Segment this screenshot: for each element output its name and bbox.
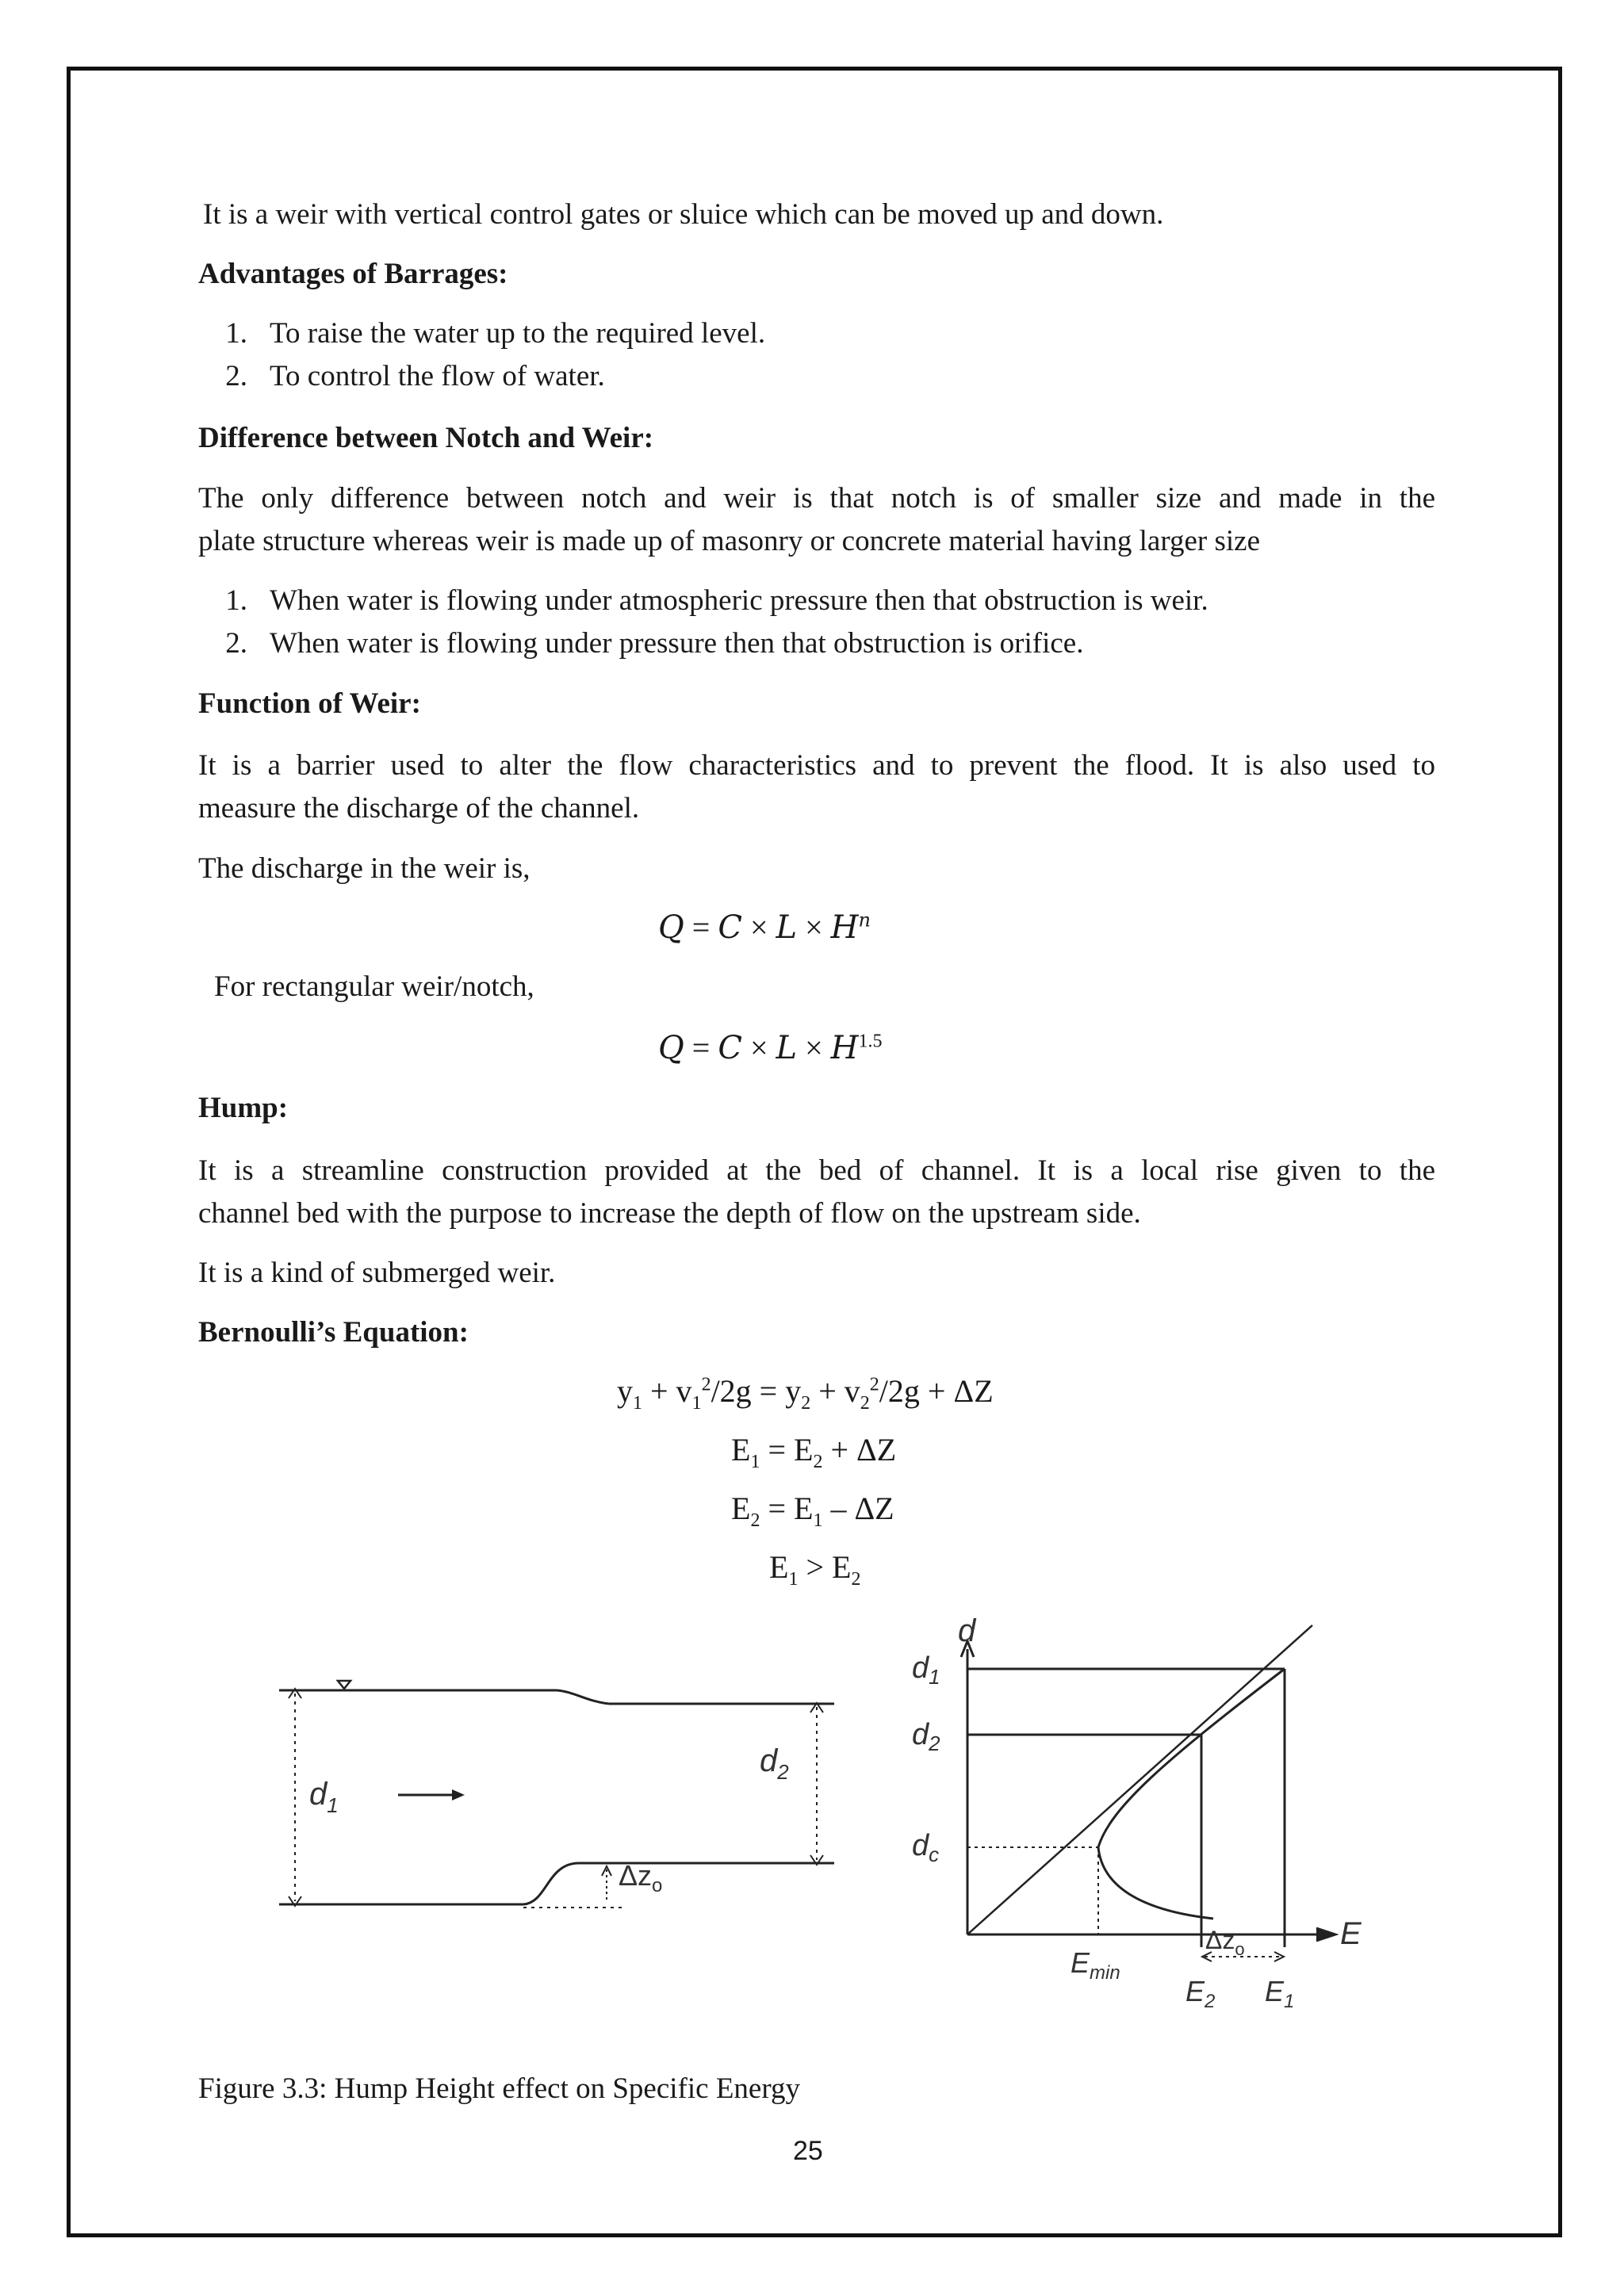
- discharge-intro: The discharge in the weir is,: [198, 852, 530, 885]
- bernoulli-equation-2: $E_1 = E_2 + \Delta Z$: [731, 1432, 897, 1472]
- hump-heading: Hump:: [198, 1092, 289, 1124]
- dc-label: $d_c$: [912, 1829, 940, 1866]
- emin-label: $E_{min}$: [1071, 1946, 1120, 1984]
- list-item: [198, 583, 1208, 619]
- bernoulli-equation-1: $y_1 + v_1^2/2g = y_2 + v_2^2/2g + \Delta Z$: [617, 1373, 994, 1414]
- paragraph-line: The only difference between notch and weir is that notch is of smaller size and made in the: [198, 482, 1435, 515]
- list-item: [198, 316, 765, 352]
- axis-e-label: E: [1340, 1916, 1362, 1951]
- bernoulli-equation-3: $E_2 = E_1 - \Delta Z$: [731, 1490, 894, 1531]
- function-paragraph: [198, 744, 1435, 830]
- x-axis-arrowhead: [1316, 1928, 1335, 1941]
- hump-channel-diagram: [262, 1649, 896, 1927]
- paragraph-line: plate structure whereas weir is made up of masonry or concrete material having larger size: [198, 525, 1260, 557]
- difference-heading: Difference between Notch and Weir:: [198, 422, 654, 454]
- list-number: 1.: [225, 584, 247, 617]
- rectangular-intro: For rectangular weir/notch,: [214, 970, 534, 1003]
- rectangular-equation: $Q = C \times L \times H^{1.5}$: [658, 1030, 883, 1066]
- d1-label: $d_1$: [912, 1651, 940, 1689]
- list-text: When water is flowing under atmospheric pressure then that obstruction is weir.: [270, 584, 1208, 617]
- list-number: 2.: [225, 360, 247, 392]
- hump-paragraph: [198, 1150, 1435, 1235]
- paragraph-line: It is a streamline construction provided at the bed of channel. It is a local rise given to the: [198, 1154, 1435, 1187]
- d1-label: $d_1$: [309, 1777, 339, 1817]
- difference-paragraph: [198, 477, 1435, 563]
- intro-text: It is a weir with vertical control gates or sluice which can be moved up and down.: [203, 198, 1164, 231]
- specific-energy-curve: [1098, 1669, 1285, 1919]
- list-item: [198, 358, 605, 395]
- list-item: [198, 626, 1083, 662]
- e1-label: $E_1$: [1265, 1975, 1295, 2012]
- axis-d-label: d: [958, 1617, 976, 1648]
- water-level-icon: [338, 1681, 350, 1689]
- dz-label: $\Delta z_o$: [619, 1859, 663, 1896]
- page-number: 25: [793, 2136, 823, 2166]
- discharge-equation: $Q = C \times L \times H^n$: [658, 909, 871, 946]
- list-text: To raise the water up to the required level.: [270, 317, 766, 350]
- hump-para2: It is a kind of submerged weir.: [198, 1257, 556, 1289]
- 45-degree-line: [967, 1625, 1312, 1934]
- figure-caption: Figure 3.3: Hump Height effect on Specific Energy: [198, 2072, 801, 2105]
- specific-energy-diagram: [880, 1617, 1396, 2061]
- d2-label: $d_2$: [760, 1743, 789, 1784]
- list-number: 2.: [225, 627, 247, 660]
- e2-label: $E_2$: [1185, 1975, 1216, 2012]
- hump-profile: [523, 1863, 579, 1904]
- list-text: To control the flow of water.: [270, 360, 605, 392]
- d2-label: $d_2$: [912, 1718, 940, 1755]
- paragraph-line: channel bed with the purpose to increase the depth of flow on the upstream side.: [198, 1197, 1141, 1230]
- bernoulli-equation-4: $E_1 > E_2$: [769, 1549, 861, 1590]
- paragraph-line: measure the discharge of the channel.: [198, 792, 640, 825]
- bernoulli-heading: Bernoulli’s Equation:: [198, 1316, 469, 1349]
- advantages-heading: Advantages of Barrages:: [198, 258, 508, 290]
- function-heading: Function of Weir:: [198, 687, 421, 720]
- paragraph-line: It is a barrier used to alter the flow characteristics and to prevent the flood. It is also used to: [198, 749, 1435, 782]
- list-text: When water is flowing under pressure then that obstruction is orifice.: [270, 627, 1084, 660]
- dz-label: $\Delta z_o$: [1205, 1926, 1245, 1959]
- water-surface-drop: [557, 1690, 609, 1704]
- list-number: 1.: [225, 317, 247, 350]
